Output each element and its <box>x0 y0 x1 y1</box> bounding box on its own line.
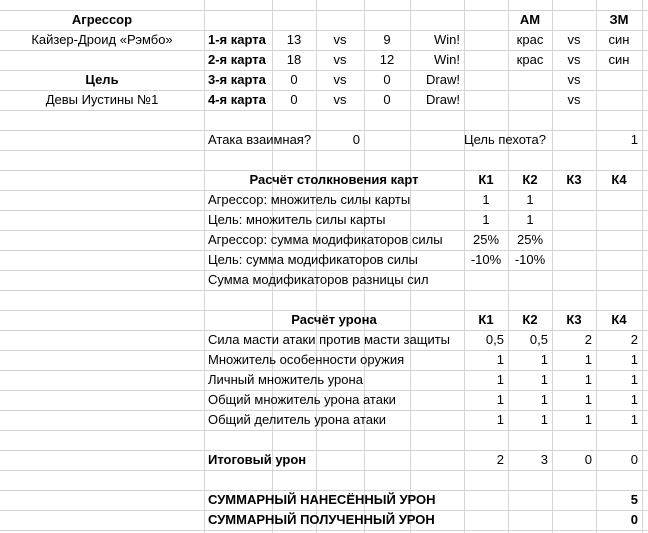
damage-row-label[interactable]: Сила масти атаки против масти защиты <box>208 332 451 347</box>
damage-value[interactable]: 1 <box>630 412 638 427</box>
grid-line <box>0 110 648 111</box>
card-zm-suit[interactable]: син <box>608 52 630 67</box>
damage-row-label[interactable]: Общий делитель урона атаки <box>208 412 386 427</box>
total-damage-label[interactable]: Итоговый урон <box>208 452 307 467</box>
card-suit-vs[interactable]: vs <box>567 32 581 47</box>
card-aggressor-value[interactable]: 0 <box>290 92 298 107</box>
card-zm-suit[interactable]: син <box>608 32 630 47</box>
card-result[interactable]: Win! <box>434 32 460 47</box>
summary-received-value[interactable]: 0 <box>630 512 638 527</box>
damage-value[interactable]: 1 <box>496 392 504 407</box>
card-suit-vs[interactable]: vs <box>567 92 581 107</box>
damage-value[interactable]: 2 <box>630 332 638 347</box>
collision-row-label[interactable]: Агрессор: множитель силы карты <box>208 192 411 207</box>
damage-row-label[interactable]: Общий множитель урона атаки <box>208 392 396 407</box>
card-am-suit[interactable]: крас <box>516 52 544 67</box>
damage-header-k3[interactable]: К3 <box>566 312 582 327</box>
collision-row-label[interactable]: Сумма модификаторов разницы сил <box>208 272 429 287</box>
mutual-attack-label[interactable]: Атака взаимная? <box>208 132 312 147</box>
damage-value[interactable]: 1 <box>584 352 592 367</box>
collision-value[interactable]: -10% <box>470 252 502 267</box>
card-suit-vs[interactable]: vs <box>567 72 581 87</box>
card-target-value[interactable]: 12 <box>379 52 395 67</box>
damage-value[interactable]: 1 <box>630 372 638 387</box>
damage-value[interactable]: 0,5 <box>485 332 504 347</box>
collision-value[interactable]: -10% <box>514 252 546 267</box>
damage-value[interactable]: 0,5 <box>529 332 548 347</box>
card-suit-vs[interactable]: vs <box>567 52 581 67</box>
damage-row-label[interactable]: Личный множитель урона <box>208 372 363 387</box>
collision-value[interactable]: 1 <box>482 192 490 207</box>
card-vs[interactable]: vs <box>333 92 347 107</box>
target-name[interactable]: Девы Иустины №1 <box>45 92 159 107</box>
damage-row-label[interactable]: Множитель особенности оружия <box>208 352 405 367</box>
damage-value[interactable]: 1 <box>540 372 548 387</box>
collision-header-k2[interactable]: К2 <box>522 172 538 187</box>
card-target-value[interactable]: 9 <box>383 32 391 47</box>
total-damage-value[interactable]: 0 <box>630 452 638 467</box>
summary-dealt-value[interactable]: 5 <box>630 492 638 507</box>
damage-value[interactable]: 1 <box>584 372 592 387</box>
damage-header-k4[interactable]: К4 <box>611 312 627 327</box>
damage-value[interactable]: 2 <box>584 332 592 347</box>
card-target-value[interactable]: 0 <box>383 72 391 87</box>
summary-received-label[interactable]: СУММАРНЫЙ ПОЛУЧЕННЫЙ УРОН <box>208 512 435 527</box>
grid-line <box>642 0 643 533</box>
damage-header-k1[interactable]: К1 <box>478 312 494 327</box>
collision-header-k4[interactable]: К4 <box>611 172 627 187</box>
total-damage-value[interactable]: 3 <box>540 452 548 467</box>
card-label[interactable]: 1-я карта <box>208 32 266 47</box>
card-target-value[interactable]: 0 <box>383 92 391 107</box>
grid-line <box>0 150 648 151</box>
damage-value[interactable]: 1 <box>584 412 592 427</box>
am-header[interactable]: АМ <box>519 12 541 27</box>
aggressor-name[interactable]: Кайзер-Дроид «Рэмбо» <box>31 32 173 47</box>
card-aggressor-value[interactable]: 18 <box>286 52 302 67</box>
summary-dealt-label[interactable]: СУММАРНЫЙ НАНЕСЁННЫЙ УРОН <box>208 492 436 507</box>
collision-value[interactable]: 1 <box>526 192 534 207</box>
grid-line <box>0 530 648 531</box>
target-label[interactable]: Цель <box>85 72 119 87</box>
total-damage-value[interactable]: 2 <box>496 452 504 467</box>
grid-line <box>0 430 648 431</box>
card-result[interactable]: Win! <box>434 52 460 67</box>
collision-header-k1[interactable]: К1 <box>478 172 494 187</box>
damage-value[interactable]: 1 <box>540 392 548 407</box>
target-infantry-value[interactable]: 1 <box>630 132 638 147</box>
damage-value[interactable]: 1 <box>540 352 548 367</box>
damage-value[interactable]: 1 <box>540 412 548 427</box>
card-result[interactable]: Draw! <box>426 92 460 107</box>
total-damage-value[interactable]: 0 <box>584 452 592 467</box>
card-result[interactable]: Draw! <box>426 72 460 87</box>
card-label[interactable]: 4-я карта <box>208 92 266 107</box>
damage-value[interactable]: 1 <box>630 392 638 407</box>
collision-header-k3[interactable]: К3 <box>566 172 582 187</box>
damage-value[interactable]: 1 <box>584 392 592 407</box>
collision-title[interactable]: Расчёт столкновения карт <box>249 172 419 187</box>
damage-title[interactable]: Расчёт урона <box>291 312 377 327</box>
zm-header[interactable]: ЗМ <box>609 12 629 27</box>
card-vs[interactable]: vs <box>333 72 347 87</box>
collision-value[interactable]: 25% <box>472 232 500 247</box>
collision-value[interactable]: 1 <box>482 212 490 227</box>
aggressor-label[interactable]: Агрессор <box>71 12 133 27</box>
collision-row-label[interactable]: Цель: множитель силы карты <box>208 212 386 227</box>
target-infantry-label[interactable]: Цель пехота? <box>464 132 546 147</box>
card-label[interactable]: 3-я карта <box>208 72 266 87</box>
collision-value[interactable]: 1 <box>526 212 534 227</box>
card-vs[interactable]: vs <box>333 52 347 67</box>
damage-value[interactable]: 1 <box>496 412 504 427</box>
damage-value[interactable]: 1 <box>496 352 504 367</box>
card-aggressor-value[interactable]: 0 <box>290 72 298 87</box>
grid-line <box>204 0 205 533</box>
mutual-attack-value[interactable]: 0 <box>352 132 360 147</box>
collision-row-label[interactable]: Агрессор: сумма модификаторов силы <box>208 232 443 247</box>
damage-value[interactable]: 1 <box>496 372 504 387</box>
damage-header-k2[interactable]: К2 <box>522 312 538 327</box>
grid-line <box>0 470 648 471</box>
card-aggressor-value[interactable]: 13 <box>286 32 302 47</box>
card-label[interactable]: 2-я карта <box>208 52 266 67</box>
collision-value[interactable]: 25% <box>516 232 544 247</box>
damage-value[interactable]: 1 <box>630 352 638 367</box>
card-vs[interactable]: vs <box>333 32 347 47</box>
card-am-suit[interactable]: крас <box>516 32 544 47</box>
grid-line <box>0 290 648 291</box>
collision-row-label[interactable]: Цель: сумма модификаторов силы <box>208 252 418 267</box>
